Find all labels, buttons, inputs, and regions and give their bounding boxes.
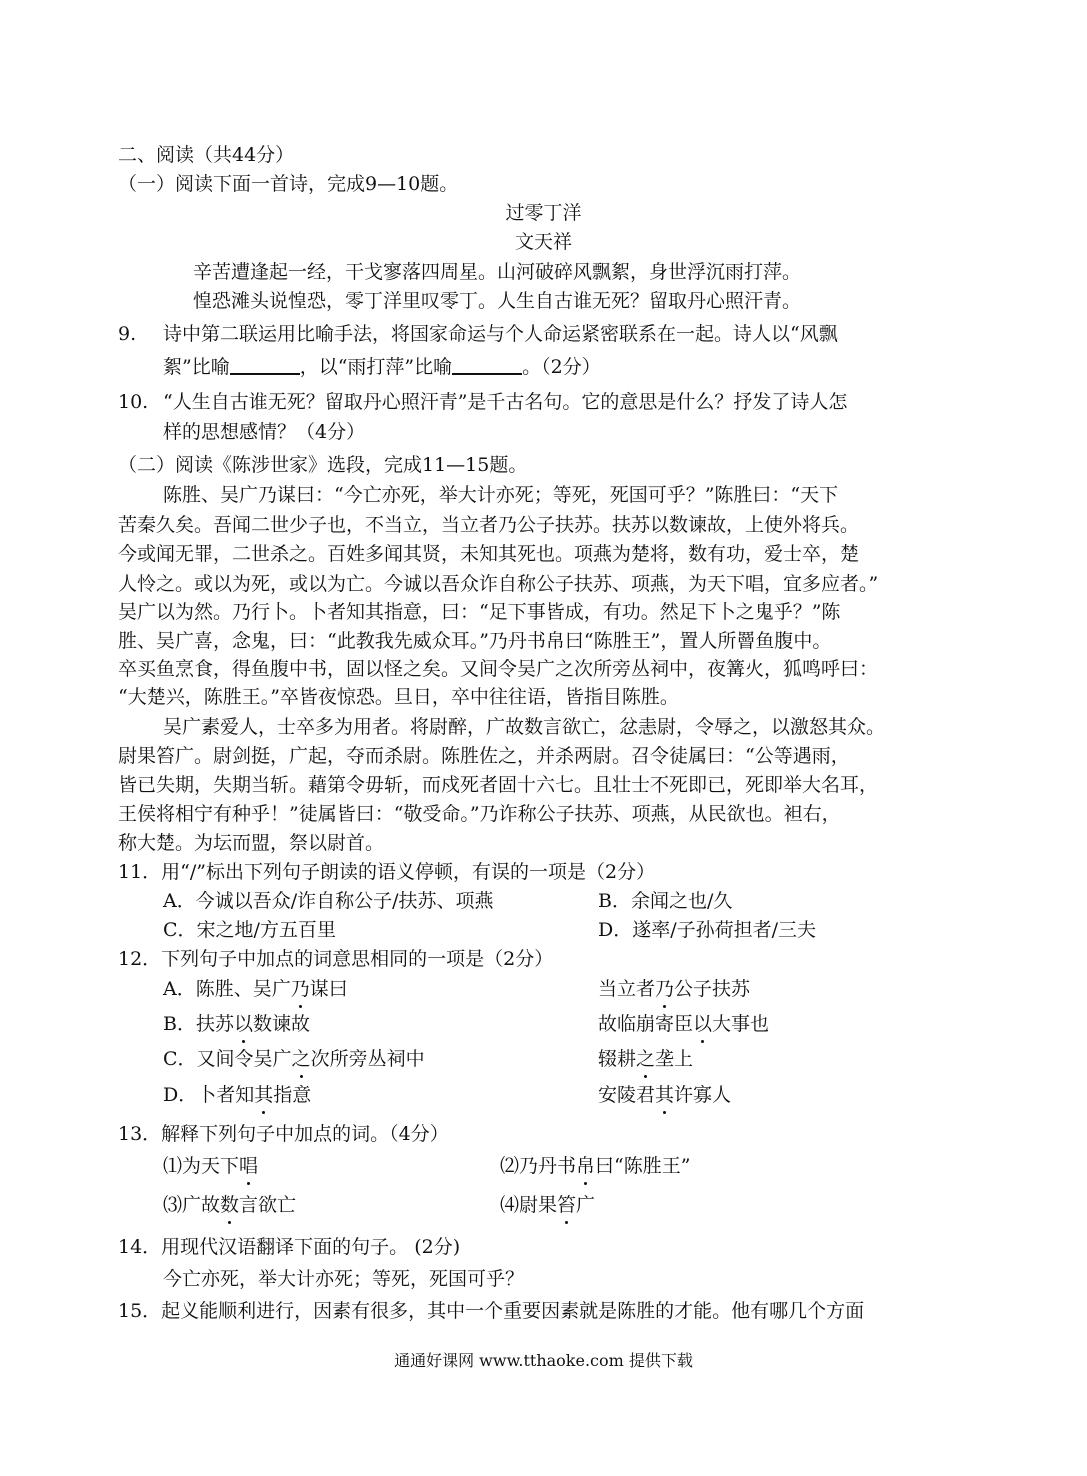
q9-number: 9.	[118, 323, 137, 345]
section-title: 二、阅读（共44分）	[118, 144, 295, 166]
q11-stem: 11．用“/”标出下列句子朗读的语义停顿，有误的一项是（2分）	[118, 861, 656, 883]
dotted-word: 唱	[239, 1152, 258, 1180]
q12-option-b-left: B．扶苏以数谏故	[163, 1010, 310, 1038]
q12-option-d-left: D．卜者知其指意	[163, 1081, 311, 1109]
passage-line: “大楚兴，陈胜王。”卒皆夜惊恐。旦日，卒中往往语，皆指目陈胜。	[118, 686, 679, 708]
q11-option-b: B．余闻之也/久	[598, 890, 733, 912]
dotted-word: 以	[234, 1010, 253, 1038]
dotted-word: 以	[693, 1010, 712, 1038]
part1-intro: （一）阅读下面一首诗，完成9—10题。	[118, 173, 459, 195]
dotted-word: 笞	[557, 1191, 576, 1219]
q12-option-d-right: 安陵君其许寡人	[598, 1081, 731, 1109]
poem-line-2: 惶恐滩头说惶恐，零丁洋里叹零丁。人生自古谁无死？留取丹心照汗青。	[193, 290, 802, 312]
passage-line: 卒买鱼烹食，得鱼腹中书，固以怪之矣。又间令吴广之次所旁丛祠中，夜篝火，狐鸣呼曰：	[118, 658, 879, 680]
passage-line: 今或闻无罪，二世杀之。百姓多闻其贤，未知其死也。项燕为楚将，数有功，爱士卒，楚	[118, 543, 860, 565]
q13-item-4: ⑷尉果笞广	[500, 1191, 595, 1219]
dotted-word: 之	[636, 1045, 655, 1073]
q9-line-1: 诗中第二联运用比喻手法，将国家命运与个人命运紧密联系在一起。诗人以“风飘	[163, 323, 838, 345]
passage-line: 尉果笞广。尉剑挺，广起，夺而杀尉。陈胜佐之，并杀两尉。召令徒属曰：“公等遇雨，	[118, 745, 850, 767]
passage-line: 陈胜、吴广乃谋曰：“今亡亦死，举大计亦死；等死，死国可乎？”陈胜曰：“天下	[163, 484, 839, 506]
q13-item-2: ⑵乃丹书帛曰“陈胜王”	[500, 1152, 690, 1180]
q10-number: 10.	[118, 391, 149, 413]
q11-option-c: C．宋之地/方五百里	[163, 919, 336, 941]
q12-option-a-left: A．陈胜、吴广乃谋曰	[163, 975, 348, 1003]
q15-stem: 15．起义能顺利进行，因素有很多，其中一个重要因素就是陈胜的才能。他有哪几个方面	[118, 1300, 865, 1322]
q13-stem: 13．解释下列句子中加点的词。（4分）	[118, 1123, 449, 1145]
dotted-word: 其	[254, 1081, 273, 1109]
q12-option-a-right: 当立者乃公子扶苏	[598, 975, 750, 1003]
passage-line: 人怜之。或以为死，或以为亡。今诚以吾众诈自称公子扶苏、项燕，为天下唱，宜多应者。”	[118, 573, 879, 595]
q14-stem: 14．用现代汉语翻译下面的句子。 (2分)	[118, 1236, 461, 1258]
q12-option-c-left: C．又间令吴广之次所旁丛祠中	[163, 1045, 425, 1073]
dotted-word: 之	[292, 1045, 311, 1073]
passage-line: 皆已失期，失期当斩。藉第令毋斩，而戍死者固十六七。且壮士不死即已，死即举大名耳，	[118, 774, 879, 796]
q11-option-d: D．遂率/子孙荷担者/三夫	[598, 919, 817, 941]
passage-line: 苦秦久矣。吾闻二世少子也，不当立，当立者乃公子扶苏。扶苏以数谏故，上使外将兵。	[118, 514, 860, 536]
q9-blank-2[interactable]	[452, 355, 522, 375]
dotted-word: 数	[220, 1191, 239, 1219]
q14-sentence: 今亡亦死，举大计亦死；等死，死国可乎？	[163, 1268, 525, 1290]
poem-line-1: 辛苦遭逢起一经，干戈寥落四周星。山河破碎风飘絮，身世浮沉雨打萍。	[193, 261, 802, 283]
q9-line-2: 絮”比喻 ，以“雨打萍”比喻 。（2分）	[163, 356, 601, 378]
dotted-word: 帛	[576, 1152, 595, 1180]
q12-stem: 12．下列句子中加点的词意思相同的一项是（2分）	[118, 948, 554, 970]
page-footer: 通通好课网 www.tthaoke.com 提供下载	[394, 1351, 693, 1370]
q11-option-a: A．今诚以吾众/诈自称公子/扶苏、项燕	[163, 890, 494, 912]
part2-intro: （二）阅读《陈涉世家》选段，完成11—15题。	[118, 454, 528, 476]
passage-line: 王侯将相宁有种乎！”徒属皆曰：“敬受命。”乃诈称公子扶苏、项燕，从民欲也。袒右，	[118, 803, 841, 825]
passage-line: 胜、吴广喜，念鬼，曰：“此教我先威众耳。”乃丹书帛曰“陈胜王”，置人所罾鱼腹中。	[118, 630, 832, 652]
passage-line: 称大楚。为坛而盟，祭以尉首。	[118, 832, 385, 854]
q10-line-1: “人生自古谁无死？留取丹心照汗青”是千古名句。它的意思是什么？抒发了诗人怎	[163, 391, 848, 413]
passage-line: 吴广以为然。乃行卜。卜者知其指意，曰：“足下事皆成，有功。然足下卜之鬼乎？”陈	[118, 601, 841, 623]
dotted-word: 乃	[291, 975, 310, 1003]
q13-item-3: ⑶广故数言欲亡	[163, 1191, 296, 1219]
q10-line-2: 样的思想感情？（4分）	[163, 421, 366, 443]
q12-option-b-right: 故临崩寄臣以大事也	[598, 1010, 769, 1038]
q9-blank-1[interactable]	[230, 355, 300, 375]
dotted-word: 其	[655, 1081, 674, 1109]
passage-line: 吴广素爱人，士卒多为用者。将尉醉，广故数言欲亡，忿恚尉，令辱之，以激怒其众。	[163, 716, 886, 738]
q13-item-1: ⑴为天下唱	[163, 1152, 258, 1180]
poem-author: 文天祥	[514, 231, 572, 253]
dotted-word: 乃	[655, 975, 674, 1003]
q12-option-c-right: 辍耕之垄上	[598, 1045, 693, 1073]
poem-title: 过零丁洋	[505, 202, 582, 224]
